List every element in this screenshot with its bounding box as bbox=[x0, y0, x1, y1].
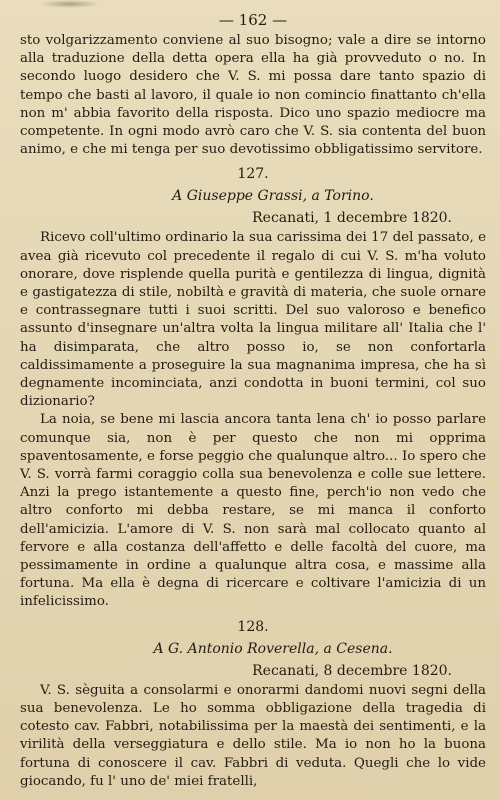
ink-stain bbox=[40, 0, 100, 8]
letter-date: Recanati, 1 decembre 1820. bbox=[252, 210, 452, 227]
opening-paragraph: sto volgarizzamento conviene al suo bisogno; vale a dire se intorno alla traduzione della detta opera ella ha già provveduto o no. In secondo luogo desidero che V. S. mi possa dare tanto spazio di tempo che basti al lavoro, il quale io non comincio finattanto ch'ella non m' abbia favorito della risposta. Dico uno spazio mediocre ma competente. In ogni modo avrò caro che V. S. sia contenta del buon animo, e che mi tenga per suo devotissimo obbligatissimo servitore. bbox=[20, 33, 486, 158]
letter-127 bbox=[20, 163, 486, 611]
letter-date: Recanati, 8 decembre 1820. bbox=[252, 662, 452, 679]
letter-128 bbox=[20, 616, 486, 791]
letter-paragraph: La noia, se bene mi lascia ancora tanta lena ch' io posso parlare comunque sia, non è per questo che non mi opprima spaventosamente, e forse peggio che qualunque altro... Io spero che V. S. vorrà farmi coraggio colla sua benevolenza e colle sue lettere. Anzi la prego istantemente a questo fine, perch'io non vedo che altro conforto mi debba restare, se mi manca il conforto dell'amicizia. L'amore di V. S. non sarà mal collocato quanto al fervore e alla costanza dell'affetto e delle facoltà del cuore, ma pessimamente in ordine a qualunque altra cosa, e massime alla fortuna. Ma ella è degna di ricercare e coltivare l'amicizia di un infelicissimo. bbox=[20, 412, 486, 610]
letter-recipient: A Giuseppe Grassi, a Torino. bbox=[172, 188, 374, 205]
letter-recipient: A G. Antonio Roverella, a Cesena. bbox=[153, 640, 393, 657]
page-number: — 162 — bbox=[218, 11, 288, 29]
letter-paragraph: V. S. sèguita a consolarmi e onorarmi dandomi nuovi segni della sua benevolenza. Le ho somma obbligazione della tragedia di cotesto cav. Fabbri, notabilissima per la maestà dei sentimenti, e la virilità della verseggiatura e dello stile. Ma io non ho la buona fortuna di conoscere il cav. Fabbri di veduta. Quegli che lo vide giocando, fu l' uno de' miei fratelli, bbox=[20, 682, 486, 789]
letter-number: 127. bbox=[237, 166, 269, 183]
letter-paragraph: Ricevo coll'ultimo ordinario la sua carissima dei 17 del passato, e avea già ricevuto col precedente il regalo di cui V. S. m'ha voluto onorare, dove risplende quella purità e gentilezza di lingua, dignità e gastigatezza di stile, nobiltà e gravità di materia, che suole ornare e contrassegnare tutti i suoi scritti. Del suo valoroso e benefico assunto d'insegnare un'altra volta la lingua militare all' Italia che l' ha disimparata, che altro posso io, se non confortarla caldissimamente a proseguire la sua magnanima impresa, che ha sì degnamente incominciata, anzi condotta in buoni termini, col suo dizionario? bbox=[20, 230, 486, 410]
letter-number: 128. bbox=[237, 618, 269, 635]
